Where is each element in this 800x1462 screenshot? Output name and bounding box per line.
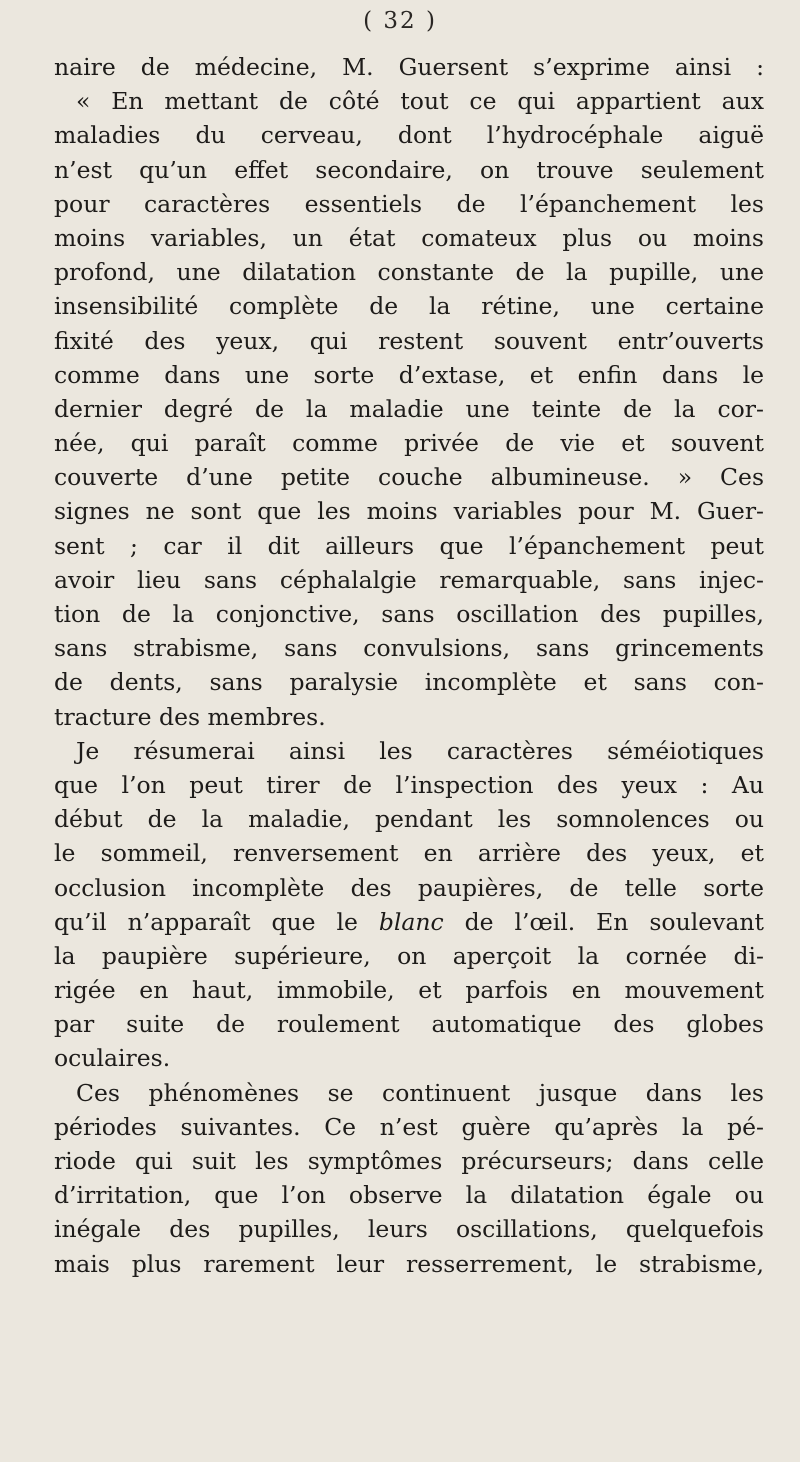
text-line: Ces phénomènes se continuent jusque dans les (76, 1078, 764, 1107)
text-line: signes ne sont que les moins variables pour M. Guer- (54, 497, 764, 526)
text-line: moins variables, un état comateux plus ou moins (54, 223, 764, 252)
text-line: occlusion incomplète des paupières, de telle sorte (54, 873, 764, 902)
text-line: mais plus rarement leur resserrement, le strabisme, (54, 1249, 764, 1278)
text-line-italic-word (54, 905, 764, 939)
text-line: tracture des membres. (54, 702, 326, 731)
text-line: dernier degré de la maladie une teinte de la cor- (54, 394, 764, 423)
text-line: « En mettant de côté tout ce qui appartient aux (76, 87, 764, 116)
text-line: avoir lieu sans céphalalgie remarquable, sans injec- (54, 565, 764, 594)
text-line: inégale des pupilles, leurs oscillations, quelquefois (54, 1215, 764, 1244)
text-line: née, qui paraît comme privée de vie et souvent (54, 429, 764, 458)
text-line: la paupière supérieure, on aperçoit la cornée di- (54, 941, 764, 970)
page-number: ( 32 ) (363, 8, 437, 34)
text-line: naire de médecine, M. Guersent s’exprime ainsi : (54, 53, 764, 81)
body-text (54, 50, 764, 1281)
text-line: d’irritation, que l’on observe la dilatation égale ou (54, 1181, 764, 1210)
text-line: maladies du cerveau, dont l’hydrocéphale aiguë (54, 121, 764, 150)
text-line: début de la maladie, pendant les somnolences ou (54, 805, 764, 834)
text-line: couverte d’une petite couche albumineuse. » Ces (54, 463, 764, 492)
text-line: rigée en haut, immobile, et parfois en mouvement (54, 976, 764, 1005)
text-line: que l’on peut tirer de l’inspection des yeux : Au (54, 770, 764, 799)
text-line: Je résumerai ainsi les caractères séméiotiques (76, 736, 764, 765)
text-line: par suite de roulement automatique des globes (54, 1010, 764, 1039)
text-line: périodes suivantes. Ce n’est guère qu’après la pé- (54, 1112, 764, 1141)
text-line: de dents, sans paralysie incomplète et sans con- (54, 668, 764, 697)
text-line: riode qui suit les symptômes précurseurs; dans celle (54, 1147, 764, 1175)
text-line: comme dans une sorte d’extase, et enfin dans le (54, 360, 764, 389)
text-fragment: de l’œil. En soulevant (464, 907, 764, 936)
text-line: sans strabisme, sans convulsions, sans grincements (54, 634, 764, 663)
text-line: oculaires. (54, 1044, 171, 1073)
text-line: fixité des yeux, qui restent souvent entr’ouverts (54, 326, 764, 355)
text-line: le sommeil, renversement en arrière des yeux, et (54, 839, 764, 868)
text-line: pour caractères essentiels de l’épanchement les (54, 189, 764, 218)
text-line: insensibilité complète de la rétine, une certaine (54, 292, 764, 321)
text-line: n’est qu’un effet secondaire, on trouve seulement (54, 155, 764, 184)
text-fragment: qu’il n’apparaît que le (54, 907, 358, 936)
italic-word: blanc (378, 907, 444, 936)
text-line: sent ; car il dit ailleurs que l’épanchement peut (54, 531, 764, 560)
text-line: profond, une dilatation constante de la pupille, une (54, 258, 764, 287)
text-line: tion de la conjonctive, sans oscillation des pupilles, (54, 600, 764, 628)
